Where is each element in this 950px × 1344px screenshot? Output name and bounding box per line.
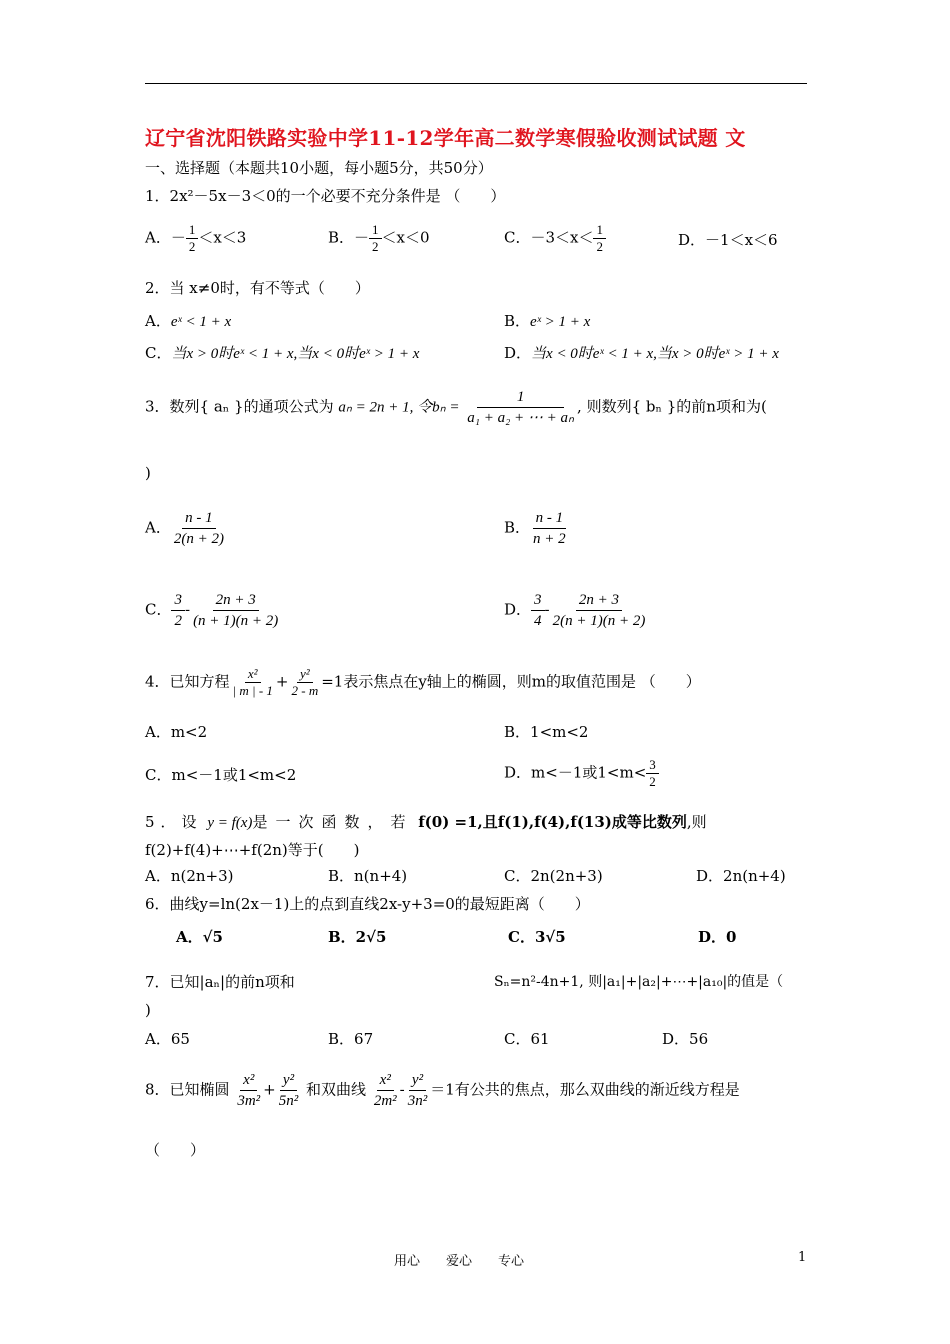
q5-option-c: C．2n(2n+3) (504, 867, 603, 885)
q1-option-d: D．－1＜x＜6 (678, 231, 778, 249)
q1-option-b: B．－ $\frac{1}{2}$ ＜x＜0 (328, 222, 430, 254)
q7-option-a: A．65 (145, 1030, 190, 1048)
q4-stem: 4．已知方程 $\frac{\text{x²}}{| m | - 1}$ + $\frac{\text{y²}}{2 - m}$ =1表示焦点在y轴上的椭圆，则m的取值范围是 （ ） (145, 666, 701, 698)
q2-option-b: B．eˣ > 1 + x (504, 312, 591, 330)
q5-option-d: D．2n(n+4) (696, 867, 786, 885)
q7-close: ) (145, 1001, 151, 1019)
q4-option-a: A．m<2 (145, 723, 208, 741)
q1-option-c: C．－3＜x＜ $\frac{1}{2}$ (504, 222, 606, 255)
q8-answer-blank: （ ） (145, 1141, 206, 1159)
q2-option-d: D．当x < 0时eˣ < 1 + x,当x > 0时eˣ > 1 + x (504, 344, 779, 362)
q5-option-b: B．n(n+4) (328, 867, 408, 885)
footer-motto: 用心 爱心 专心 (394, 1254, 525, 1269)
q3-stem: 3．数列{ aₙ }的通项公式为 aₙ = 2n + 1, 令bₙ = $\frac{1}{\text{a₁ + a₂ + ⋯ + aₙ}}$ , 则数列{ bₙ }的前n项和为( (145, 389, 767, 426)
q6-option-a: A．√5 (176, 928, 223, 946)
q5-stem-line1: 5．设 y = f(x)是一次函数，若 f(0) =1,且f(1),f(4),f(13)成等比数列,则 (145, 813, 707, 831)
q3-option-d: D． $\frac{3}{4}$ - $\frac{2n + 3}{2(n + 1)(n + 2)}$ (504, 592, 646, 629)
q7-option-b: B．67 (328, 1030, 374, 1048)
q6-option-c: C．3√5 (508, 928, 566, 946)
header-rule (145, 83, 807, 84)
q3-option-b: B． $\frac{n - 1}{n + 2}$ (504, 510, 566, 547)
q4-option-b: B．1<m<2 (504, 723, 589, 741)
q5-stem-line2: f(2)+f(4)+⋯+f(2n)等于( ) (145, 841, 360, 859)
q3-close: ) (145, 464, 151, 482)
q7-stem-sum: Sₙ=n²-4n+1, 则|a₁|+|a₂|+⋯+|a₁₀|的值是（ (494, 974, 784, 990)
q1-stem: 1．2x²－5x－3＜0的一个必要不充分条件是 （ ） (145, 187, 506, 205)
q6-stem: 6．曲线y=ln(2x－1)上的点到直线2x-y+3=0的最短距离（ ） (145, 895, 590, 913)
q3-option-a: A． $\frac{n - 1}{2(n + 2)}$ (145, 510, 224, 547)
q7-option-c: C．61 (504, 1030, 550, 1048)
section-heading: 一、选择题（本题共10小题，每小题5分，共50分） (145, 159, 493, 177)
page-number: 1 (798, 1250, 807, 1265)
q6-option-b: B．2√5 (328, 928, 387, 946)
q6-option-d: D．0 (698, 928, 737, 946)
q3-option-c: C． $\frac{3}{2}$ - $\frac{2n + 3}{(n + 1)(n + 2)}$ (145, 592, 279, 629)
q8-stem: 8．已知椭圆 $\frac{\text{x²}}{\text{3m²}}$ + $\frac{\text{y²}}{\text{5n²}}$ 和双曲线 $\frac{\text{x²}}{\text{2m²}}$ - $\frac{\text{y²}}{\text{3n²}}$ ＝1有公共的焦点，那么双曲线的渐近线方程是 (145, 1072, 740, 1109)
q2-option-c: C．当x > 0时eˣ < 1 + x,当x < 0时eˣ > 1 + x (145, 344, 420, 362)
q2-stem: 2．当 x≠0时，有不等式（ ） (145, 279, 370, 297)
q1-option-a: A．－ $\frac{1}{2}$ ＜x＜3 (145, 222, 247, 254)
q7-option-d: D．56 (662, 1030, 709, 1048)
q2-option-a: A．eˣ < 1 + x (145, 312, 232, 330)
q4-option-c: C．m<－1或1<m<2 (145, 766, 297, 784)
q7-stem-pre: 7．已知|aₙ|的前n项和 (145, 973, 295, 991)
q5-option-a: A．n(2n+3) (145, 867, 234, 885)
q4-option-d: D．m<－1或1<m< $\frac{3}{2}$ (504, 757, 659, 790)
page-title: 辽宁省沈阳铁路实验中学11-12学年高二数学寒假验收测试试题 文 (145, 126, 746, 150)
